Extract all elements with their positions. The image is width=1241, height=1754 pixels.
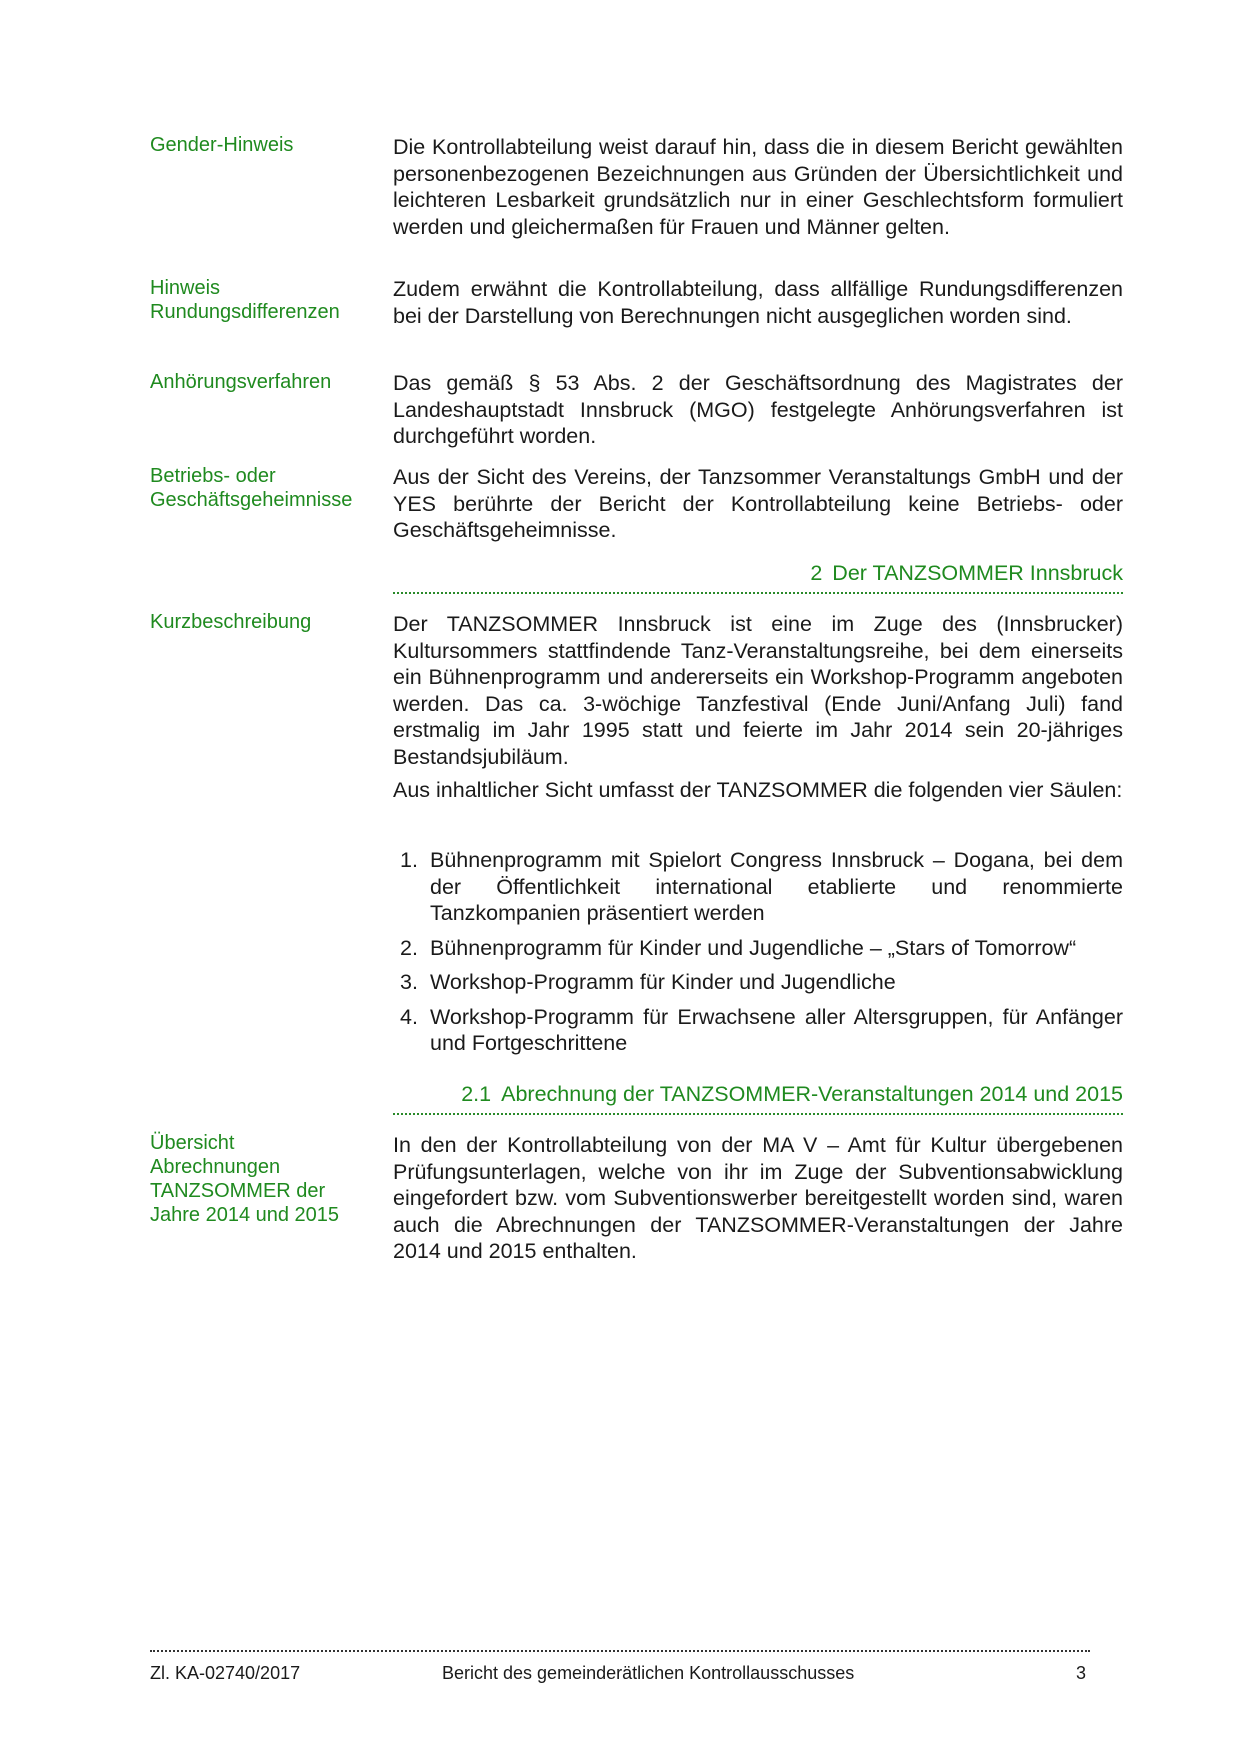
margin-label-short-description — [150, 610, 365, 634]
footer-reference: Zl. KA-02740/2017 — [150, 1663, 301, 1683]
list-text: Bühnenprogramm mit Spielort Congress Innsbruck – Dogana, bei dem der Öffentlichkeit international etablierte und renommierte Tanzkompanien präsentiert werden — [430, 848, 1123, 925]
list-number: 2. — [400, 935, 418, 960]
margin-label-gender — [150, 133, 365, 157]
margin-label-hearing — [150, 370, 365, 394]
margin-label-line: Jahre 2014 und 2015 — [150, 1204, 340, 1226]
paragraph-hearing-procedure: Das gemäß § 53 Abs. 2 der Geschäftsordnung des Magistrates der Landeshauptstadt Innsbruck (MGO) festgelegte Anhörungsverfahren ist durchgeführt worden. — [393, 371, 1123, 448]
margin-label-line: Übersicht — [150, 1132, 235, 1154]
margin-label-line: Betriebs- oder — [150, 465, 276, 487]
section-number: 2 — [810, 561, 823, 585]
margin-label-line: TANZSOMMER der — [150, 1180, 326, 1202]
list-text: Workshop-Programm für Erwachsene aller Altersgruppen, für Anfänger und Fortgeschrittene — [430, 1004, 1123, 1055]
margin-label-line: Anhörungsverfahren — [150, 371, 332, 393]
margin-label-line: Geschäftsgeheimnisse — [150, 489, 353, 511]
paragraph-gender-notice: Die Kontrollabteilung weist darauf hin, dass die in diesem Bericht gewählten personenbezogenen Bezeichnungen aus Gründen der Übersichtlichkeit und leichteren Lesbarkeit grundsätzlich nur in einer Geschlechtsform formuliert werden und gleichermaßen für Frauen und Männer gelten. — [393, 135, 1123, 239]
paragraph-business-secrets: Aus der Sicht des Vereins, der Tanzsommer Veranstaltungs GmbH und der YES berührte der Bericht der Kontrollabteilung keine Betriebs- oder Geschäftsgeheimnisse. — [393, 465, 1123, 542]
section-title: Abrechnung der TANZSOMMER-Veranstaltungen 2014 und 2015 — [501, 1082, 1123, 1106]
section-title: Der TANZSOMMER Innsbruck — [832, 561, 1123, 585]
margin-label-line: Hinweis — [150, 277, 221, 299]
margin-label-line: Rundungsdifferenzen — [150, 301, 340, 323]
list-text: Workshop-Programm für Kinder und Jugendliche — [430, 970, 896, 994]
list-number: 3. — [400, 970, 418, 994]
paragraph-overview-accounts: In den der Kontrollabteilung von der MA V – Amt für Kultur übergebenen Prüfungsunterlagen, welche von ihr im Zuge der Subventionsabwicklung eingefordert bzw. vom Subventionswerber bereitgestellt worden sind, waren auch die Abrechnungen der TANZSOMMER-Veranstaltungen der Jahre 2014 und 2015 enthalten. — [393, 1133, 1123, 1263]
pillars-list — [393, 847, 1123, 1065]
paragraph-short-description: Der TANZSOMMER Innsbruck ist eine im Zuge des (Innsbrucker) Kultursommers stattfindende Tanz-Veranstaltungsreihe, bei dem einerseits ein Bühnenprogramm und andererseits ein Workshop-Programm angeboten werden. Das ca. 3-wöchige Tanzfestival (Ende Juni/Anfang Juli) fand erstmalig im Jahr 1995 statt und feierte im Jahr 2014 sein 20-jähriges Bestandsjubiläum. — [393, 612, 1123, 769]
section-number: 2.1 — [461, 1082, 492, 1106]
list-text: Bühnenprogramm für Kinder und Jugendliche – „Stars of Tomorrow“ — [430, 935, 1077, 960]
paragraph-pillars-intro: Aus inhaltlicher Sicht umfasst der TANZSOMMER die folgenden vier Säulen: — [393, 778, 1123, 802]
margin-label-secrets — [150, 464, 365, 512]
list-number: 4. — [400, 1004, 418, 1029]
margin-label-rounding — [150, 276, 365, 324]
footer-divider — [150, 1650, 1090, 1652]
margin-label-overview — [150, 1131, 365, 1227]
footer-page-number: 3 — [1076, 1663, 1087, 1683]
list-item — [393, 935, 1123, 962]
list-item — [393, 969, 1123, 996]
margin-label-line: Gender-Hinweis — [150, 134, 294, 156]
footer-report-title: Bericht des gemeinderätlichen Kontrollausschusses — [442, 1663, 855, 1683]
section-heading-2 — [393, 560, 1123, 594]
margin-label-line: Kurzbeschreibung — [150, 611, 312, 633]
list-item — [393, 1004, 1123, 1057]
list-item — [393, 847, 1123, 927]
margin-label-line: Abrechnungen — [150, 1156, 281, 1178]
paragraph-rounding-notice: Zudem erwähnt die Kontrollabteilung, dass allfällige Rundungsdifferenzen bei der Darstellung von Berechnungen nicht ausgeglichen worden sind. — [393, 277, 1123, 328]
section-heading-2-1 — [393, 1081, 1123, 1115]
list-number: 1. — [400, 848, 418, 872]
